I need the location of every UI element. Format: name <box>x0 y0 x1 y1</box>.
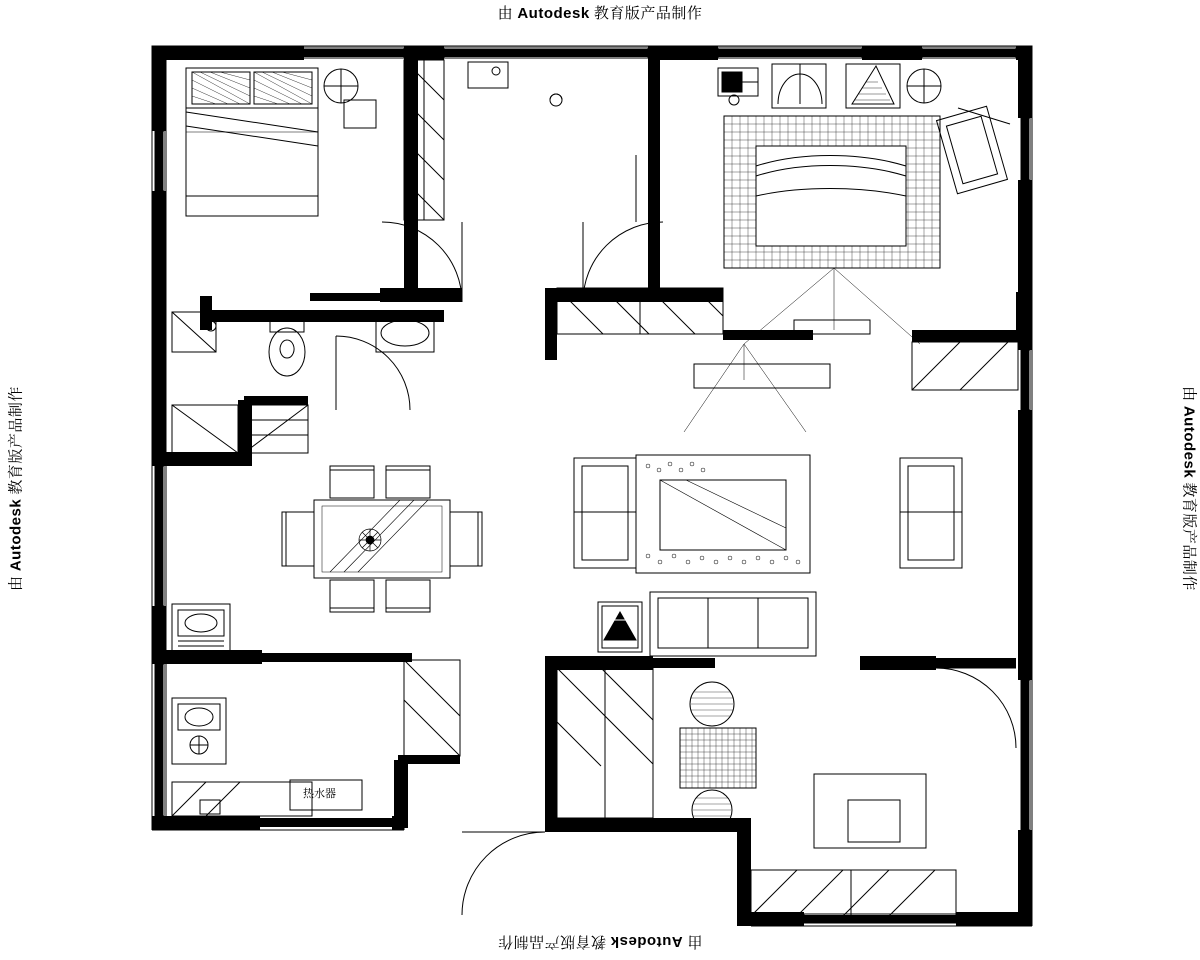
annotation-water-heater: 热水器 <box>303 788 336 800</box>
watermark-bottom: 由 Autodesk 教育版产品制作 <box>497 933 703 950</box>
furniture-living-room <box>574 455 962 656</box>
watermark-right: 由 Autodesk 教育版产品制作 <box>1180 386 1198 591</box>
watermark-top: 由 Autodesk 教育版产品制作 <box>497 5 703 22</box>
doors <box>336 155 1016 915</box>
furniture-secondary-bedroom <box>684 64 1010 432</box>
furniture-dining <box>282 466 482 612</box>
furniture-master-bedroom <box>186 68 376 216</box>
watermark-left: 由 Autodesk 教育版产品制作 <box>7 386 25 591</box>
misc-annotations <box>468 62 562 106</box>
